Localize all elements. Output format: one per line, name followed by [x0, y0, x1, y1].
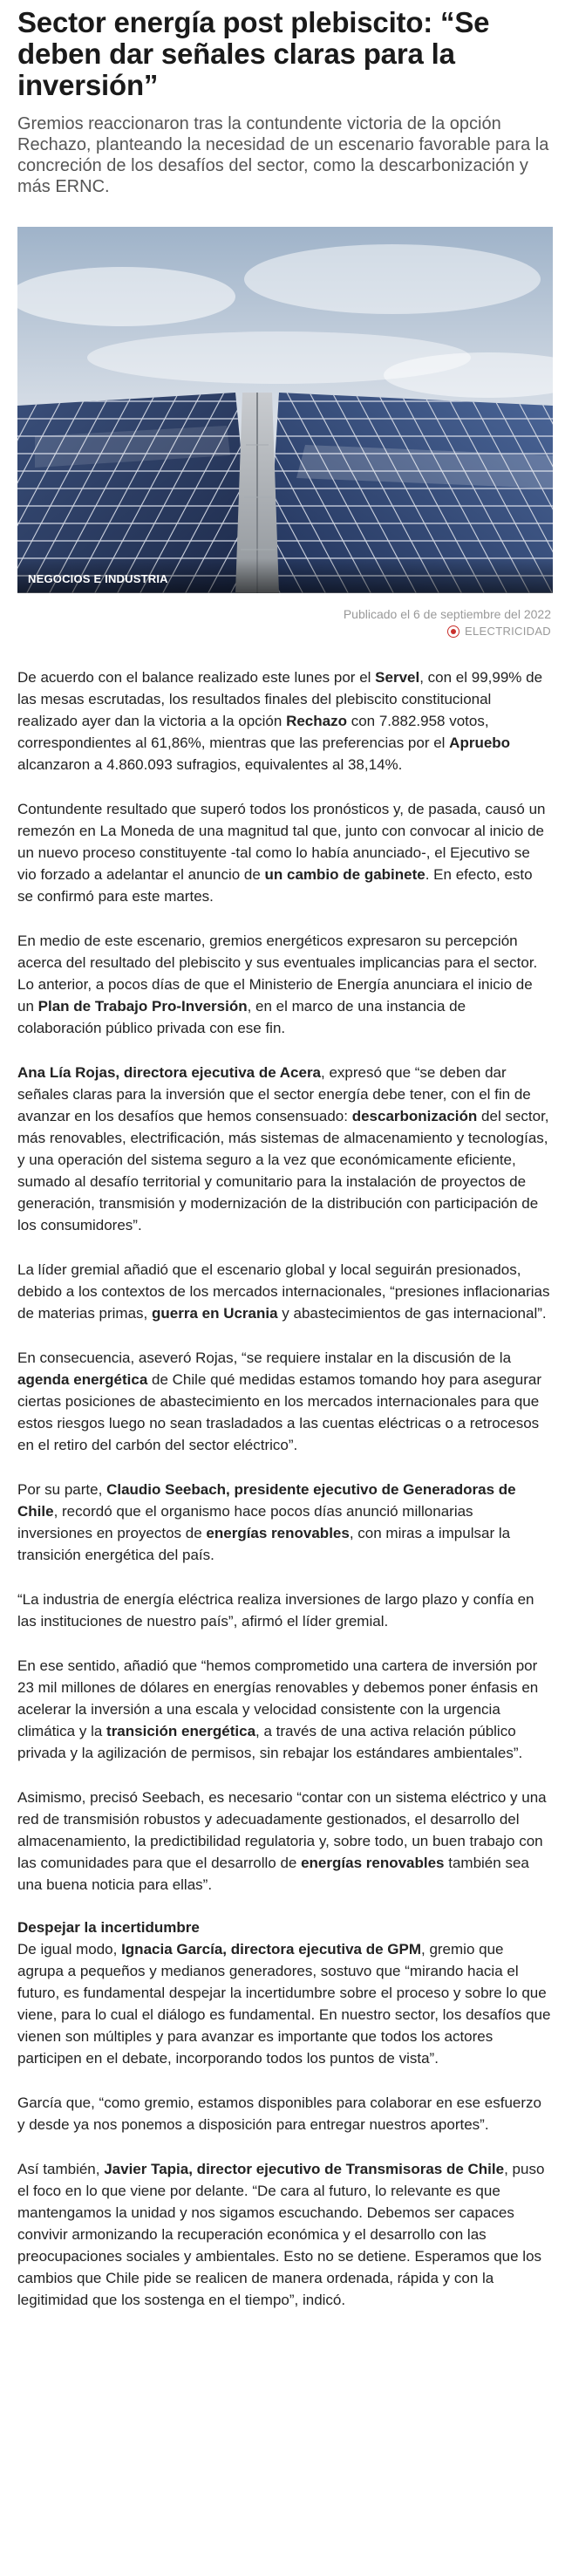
article-paragraph [17, 1938, 551, 2069]
text-run: , expresó que “se deben dar señales claras para la inversión que el sector energía debe tener, con el fin de avanzar en los desafíos que hemos consensuado: [17, 1064, 531, 1124]
text-run: De acuerdo con el balance realizado este lunes por el [17, 669, 376, 686]
text-run: alcanzaron a 4.860.093 sufragios, equivalentes al 38,14%. [17, 756, 403, 773]
hero-image [17, 227, 553, 593]
bold-text: Rechazo [286, 713, 347, 729]
text-run: y abastecimientos de gas internacional”. [277, 1305, 547, 1322]
article-paragraph [17, 2158, 551, 2311]
bold-text: Ana Lía Rojas, directora ejecutiva de Acera [17, 1064, 322, 1081]
category-dot-icon [447, 625, 459, 638]
text-run: , con miras a impulsar la transición energética del país. [17, 1525, 511, 1563]
category-label: ELECTRICIDAD [465, 625, 551, 638]
bold-text: Javier Tapia, director ejecutivo de Transmisoras de Chile [104, 2161, 505, 2177]
article-paragraph [17, 2092, 551, 2135]
bold-text: Apruebo [449, 735, 511, 751]
bold-text: Servel [375, 669, 420, 686]
category-link[interactable] [447, 623, 551, 640]
article-meta [17, 605, 551, 640]
article-paragraph [17, 1259, 551, 1324]
text-run: Por su parte, [17, 1481, 107, 1498]
text-run: , recordó que el organismo hace pocos días anunció millonarias inversiones en proyectos de [17, 1503, 473, 1541]
text-run: En ese sentido, añadió que “hemos comprometido una cartera de inversión por 23 mil millones de dólares en energías renovables y debemos poner énfasis en acelerar la inversión a una escala y velocidad consistente con la urgencia climática y la [17, 1657, 539, 1739]
bold-text: Plan de Trabajo Pro-Inversión [37, 998, 248, 1015]
publish-date: Publicado el 6 de septiembre del 2022 [343, 607, 551, 621]
section-subheading: Despejar la incertidumbre [17, 1919, 200, 1936]
bold-text: agenda energética [17, 1371, 148, 1388]
bold-text: energías renovables [206, 1525, 350, 1541]
text-run: de Chile qué medidas estamos tomando hoy para asegurar ciertas posiciones de abastecimiento en los mercados internacionales para que estos riesgos luego no sean trasladados a las cuentas eléctricas o a retrocesos en el retiro del carbón del sector eléctrico”. [17, 1371, 541, 1453]
article-paragraph [17, 1655, 551, 1764]
article-paragraph [17, 1479, 551, 1566]
text-run: Así también, [17, 2161, 105, 2177]
text-run: “La industria de energía eléctrica realiza inversiones de largo plazo y confía en las instituciones de nuestro país”, afirmó el líder gremial. [17, 1591, 534, 1630]
article-paragraph [17, 1589, 551, 1632]
bold-text: un cambio de gabinete [264, 866, 425, 883]
text-run: , puso el foco en lo que viene por delante. “De cara al futuro, lo relevante es que mantengamos la unidad y nos sigamos escuchando. Debemos ser capaces convivir armonizando la recuperación económica y el desarrollo con las preocupaciones sociales y ambientales. Esto no se detiene. Esperamos que los cambios que Chile pide se realicen de manera ordenada, rápida y con la legitimidad que los sostenga en el tiempo”, indicó. [17, 2161, 545, 2308]
article-title: Sector energía post plebiscito: “Se deben dar señales claras para la inversión” [17, 6, 490, 101]
text-run: La líder gremial añadió que el escenario global y local seguirán presionados, debido a los contextos de los mercados internacionales, “presiones inflacionarias de materias primas, [17, 1261, 550, 1322]
text-run: Contundente resultado que superó todos los pronósticos y, de pasada, causó un remezón en La Moneda de una magnitud tal que, junto con convocar al inicio de un nuevo proceso constituyente -tal como lo había anunciado-, el Ejecutivo se vio forzado a adelantar el anuncio de [17, 801, 546, 883]
bold-text: guerra en Ucrania [152, 1305, 278, 1322]
text-run: , gremio que agrupa a pequeños y medianos generadores, sostuvo que “mirando hacia el futuro, es fundamental despejar la incertidumbre sobre el proceso y sobre lo que viene, para lo cual el diálogo es fundamental. En nuestro sector, los desafíos que vienen son múltiples y para avanzar es importante que todos los actores participen en el debate, incorporando todos los puntos de vista”. [17, 1941, 551, 2067]
article-paragraph [17, 1347, 551, 1456]
bold-text: Claudio Seebach, presidente ejecutivo de Generadoras de Chile [17, 1481, 516, 1520]
text-run: De igual modo, [17, 1941, 122, 1958]
article-body [17, 666, 551, 2311]
text-run: también sea una buena noticia para ellas”. [17, 1855, 529, 1893]
article-paragraphs [17, 666, 551, 1896]
article-lead: Gremios reaccionaron tras la contundente victoria de la opción Rechazo, planteando la necesidad de un escenario favorable para la concreción de los desafíos del sector, como la descarbonización y más ERNC. [17, 114, 549, 196]
article-paragraph [17, 1062, 551, 1236]
text-run: del sector, más renovables, electrificación, más sistemas de almacenamiento y tecnologías, y una operación del sistema seguro a la vez que económicamente eficiente, sumado al desafío territorial y comunitario para la instalación de proyectos de generación, transmisión y modernización de la distribución con participación de los consumidores”. [17, 1108, 549, 1233]
bold-text: energías renovables [301, 1855, 445, 1871]
bold-text: transición energética [106, 1723, 256, 1739]
article-paragraph [17, 666, 551, 776]
article-paragraph [17, 1787, 551, 1896]
text-run: , en el marco de una instancia de colaboración público privada con ese fin. [17, 998, 466, 1036]
text-run: , con el 99,99% de las mesas escrutadas, los resultados finales del plebiscito constitucional realizado ayer dan la victoria a la opción [17, 669, 543, 729]
text-run: Asimismo, precisó Seebach, es necesario “contar con un sistema eléctrico y una red de transmisión robustos y adecuadamente gestionados, el desarrollo del almacenamiento, la predictibilidad regulatoria y, sobre todo, un buen trabajo con las comunidades para que el desarrollo de [17, 1789, 547, 1871]
text-run: . En efecto, esto se confirmó para este martes. [17, 866, 533, 905]
text-run: En consecuencia, aseveró Rojas, “se requiere instalar en la discusión de la [17, 1349, 512, 1366]
text-run: En medio de este escenario, gremios energéticos expresaron su percepción acerca del resultado del plebiscito y sus eventuales implicancias para el sector. Lo anterior, a pocos días de que el Ministerio de Energía anunciara el inicio de un [17, 933, 538, 1015]
article-paragraphs-continued [17, 1938, 551, 2311]
solar-panels-illustration [17, 227, 553, 593]
image-category-tag: NEGOCIOS E INDUSTRIA [17, 558, 553, 593]
article-paragraph [17, 798, 551, 907]
article-paragraph [17, 930, 551, 1039]
bold-text: Ignacia García, directora ejecutiva de GPM [121, 1941, 421, 1958]
bold-text: descarbonización [351, 1108, 478, 1124]
text-run: García que, “como gremio, estamos disponibles para colaborar en ese esfuerzo y desde ya nos ponemos a disposición para entregar nuestros aportes”. [17, 2094, 541, 2133]
text-run: con 7.882.958 votos, correspondientes al 61,86%, mientras que las preferencias por el [17, 713, 489, 751]
article-page [0, 7, 565, 2351]
text-run: , a través de una activa relación público privada y la agilización de permisos, sin rebajar los estándares ambientales”. [17, 1723, 523, 1761]
